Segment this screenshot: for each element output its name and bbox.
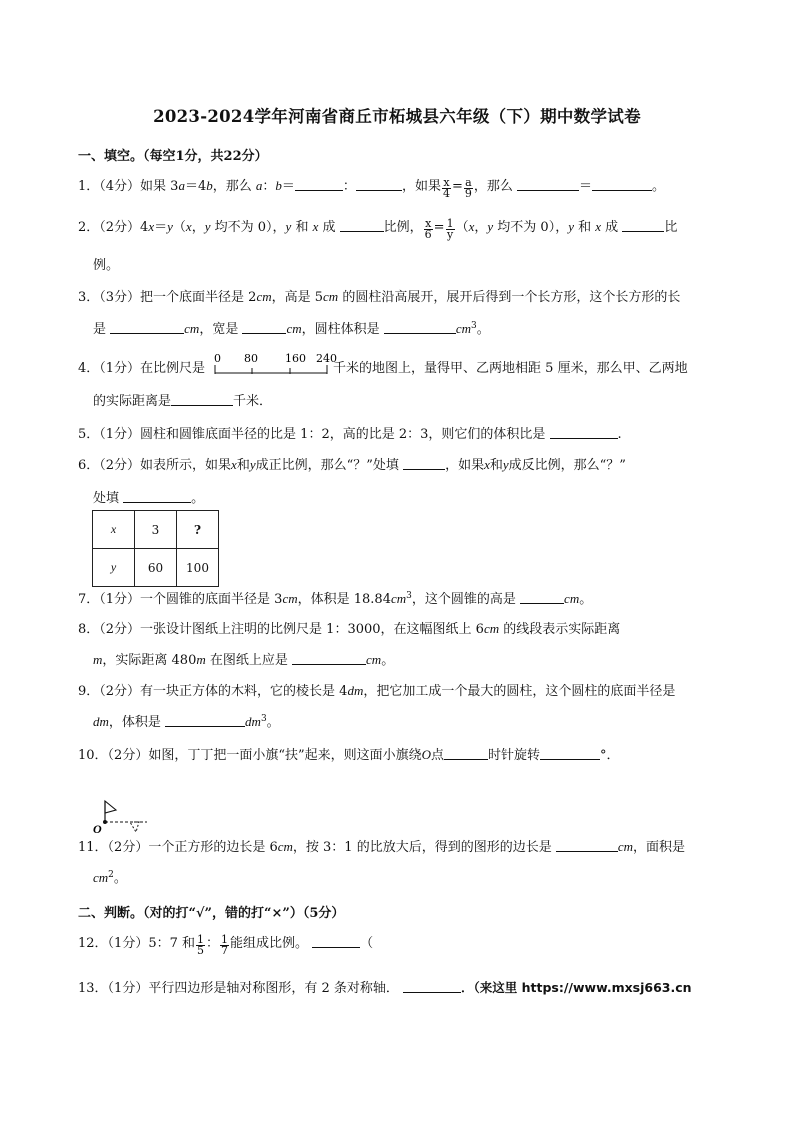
answer-blank[interactable] (242, 320, 286, 334)
question-8-line-2: m，实际距离 480m 在图纸上应是 cm。 (93, 652, 395, 668)
question-4: 4．（1分）在比例尺是 千米的地图上，量得甲、乙两地相距 5 厘米，那么甲、乙两地 (78, 361, 688, 376)
question-11: 11．（2分）一个正方形的边长是 6cm，按 3：1 的比放大后，得到的图形的边长是 cm，面积是 (78, 839, 686, 855)
proportion-table (92, 510, 219, 587)
answer-blank[interactable] (165, 713, 245, 727)
table-cell: ? (177, 511, 219, 549)
section-heading-fill-in: 一、填空。（每空1分，共22分） (78, 149, 268, 164)
fraction-1-over-7: $\frac{1}{7}$ (221, 933, 229, 957)
table-row (93, 511, 219, 549)
table-cell: 60 (135, 549, 177, 587)
scale-label-0: 0 (214, 352, 221, 365)
section-heading-true-false: 二、判断。（对的打“√”，错的打“×”）（5分） (78, 906, 345, 921)
question-11-line-2: $cm^2$。 (93, 870, 127, 886)
answer-blank[interactable] (592, 177, 652, 191)
answer-blank[interactable] (384, 320, 456, 334)
answer-blank[interactable] (292, 651, 366, 665)
scale-label-160: 160 (285, 352, 306, 365)
question-3-line-2: 是 cm，宽是 cm，圆柱体积是 $cm^3$。 (93, 321, 490, 337)
fraction-x-over-6: $\frac{x}{6}$ (424, 217, 432, 241)
fraction-a-over-9: $\frac{a}{9}$ (464, 176, 472, 200)
answer-blank[interactable] (540, 746, 600, 760)
question-9: 9．（2分）有一块正方体的木料，它的棱长是 4dm，把它加工成一个最大的圆柱，这个圆柱的底面半径是 (78, 683, 676, 699)
answer-blank[interactable] (550, 425, 618, 439)
table-cell: 3 (135, 511, 177, 549)
question-10: 10．（2分）如图，丁丁把一面小旗“扶”起来，则这面小旗绕O点 时针旋转 °． (78, 747, 620, 763)
answer-blank[interactable] (340, 218, 384, 232)
question-3: 3．（3分）把一个底面半径是 2cm，高是 5cm 的圆柱沿高展开，展开后得到一个长方形，这个长方形的长 (78, 289, 681, 305)
scale-label-80: 80 (244, 352, 258, 365)
question-2-line-2: 例。 (93, 258, 120, 273)
answer-blank[interactable] (517, 177, 579, 191)
answer-blank[interactable] (520, 590, 564, 604)
answer-blank[interactable] (171, 392, 233, 406)
scale-label-240: 240 (316, 352, 337, 365)
question-4-line-2: 的实际距离是 千米． (93, 394, 273, 409)
answer-blank[interactable] (295, 177, 343, 191)
table-cell: x (93, 511, 135, 549)
answer-blank[interactable] (622, 218, 664, 232)
answer-blank[interactable] (123, 489, 191, 503)
question-2: 2．（2分）4x＝y（x，y 均不为 0），y 和 x 成 比例， $\frac{x}{6}$ = $\frac{1}{y}$ （x，y 均不为 0），y 和 x 成 比 (78, 217, 678, 241)
table-cell: 100 (177, 549, 219, 587)
fraction-x-over-4: $\frac{x}{4}$ (442, 176, 450, 200)
question-12: 12．（1分）5：7 和 $\frac{1}{5}$ ： $\frac{1}{7}$ 能组成比例。 （ (78, 933, 374, 957)
question-8: 8．（2分）一张设计图纸上注明的比例尺是 1：3000，在这幅图纸上 6cm 的线段表示实际距离 (78, 621, 621, 637)
scale-bar (214, 351, 342, 377)
fraction-1-over-5: $\frac{1}{5}$ (197, 933, 204, 957)
flag-cloth (105, 801, 116, 813)
question-9-line-2: dm，体积是 $dm^3$。 (93, 714, 280, 730)
flag-rotation-figure (92, 799, 154, 835)
question-6-line-2: 处填 。 (93, 491, 205, 506)
table-cell: y (93, 549, 135, 587)
answer-blank[interactable] (403, 456, 445, 470)
answer-blank[interactable] (356, 177, 402, 191)
answer-blank[interactable] (312, 934, 360, 948)
answer-blank[interactable] (403, 979, 461, 993)
answer-blank[interactable] (444, 746, 488, 760)
page-title: 2023-2024学年河南省商丘市柘城县六年级（下）期中数学试卷 (153, 107, 641, 126)
answer-blank[interactable] (110, 320, 184, 334)
table-row (93, 549, 219, 587)
question-13: 13．（1分）平行四边形是轴对称图形，有 2 条对称轴． ．（来这里 https://www.mxsj663.cn (78, 980, 692, 996)
fraction-1-over-y: $\frac{1}{y}$ (446, 217, 454, 241)
rotated-flag (130, 822, 139, 832)
question-5: 5．（1分）圆柱和圆锥底面半径的比是 1：2，高的比是 2：3，则它们的体积比是 . (78, 427, 622, 442)
question-1: 1．（4分）如果 3a＝4b，那么 a：b＝ ： ，如果 $\frac{x}{4}$ = $\frac{a}{9}$ ，那么 ＝ 。 (78, 176, 666, 200)
question-6: 6．（2分）如表所示，如果x和y成正比例，那么“？”处填 ，如果x和y成反比例，那么“？” (78, 457, 626, 473)
question-7: 7．（1分）一个圆锥的底面半径是 3cm，体积是 $18.84cm^3$，这个圆锥的高是 cm。 (78, 591, 593, 607)
point-o-label: O (93, 822, 102, 835)
source-link[interactable]: https://www.mxsj663.cn (517, 980, 692, 995)
answer-blank[interactable] (556, 838, 618, 852)
